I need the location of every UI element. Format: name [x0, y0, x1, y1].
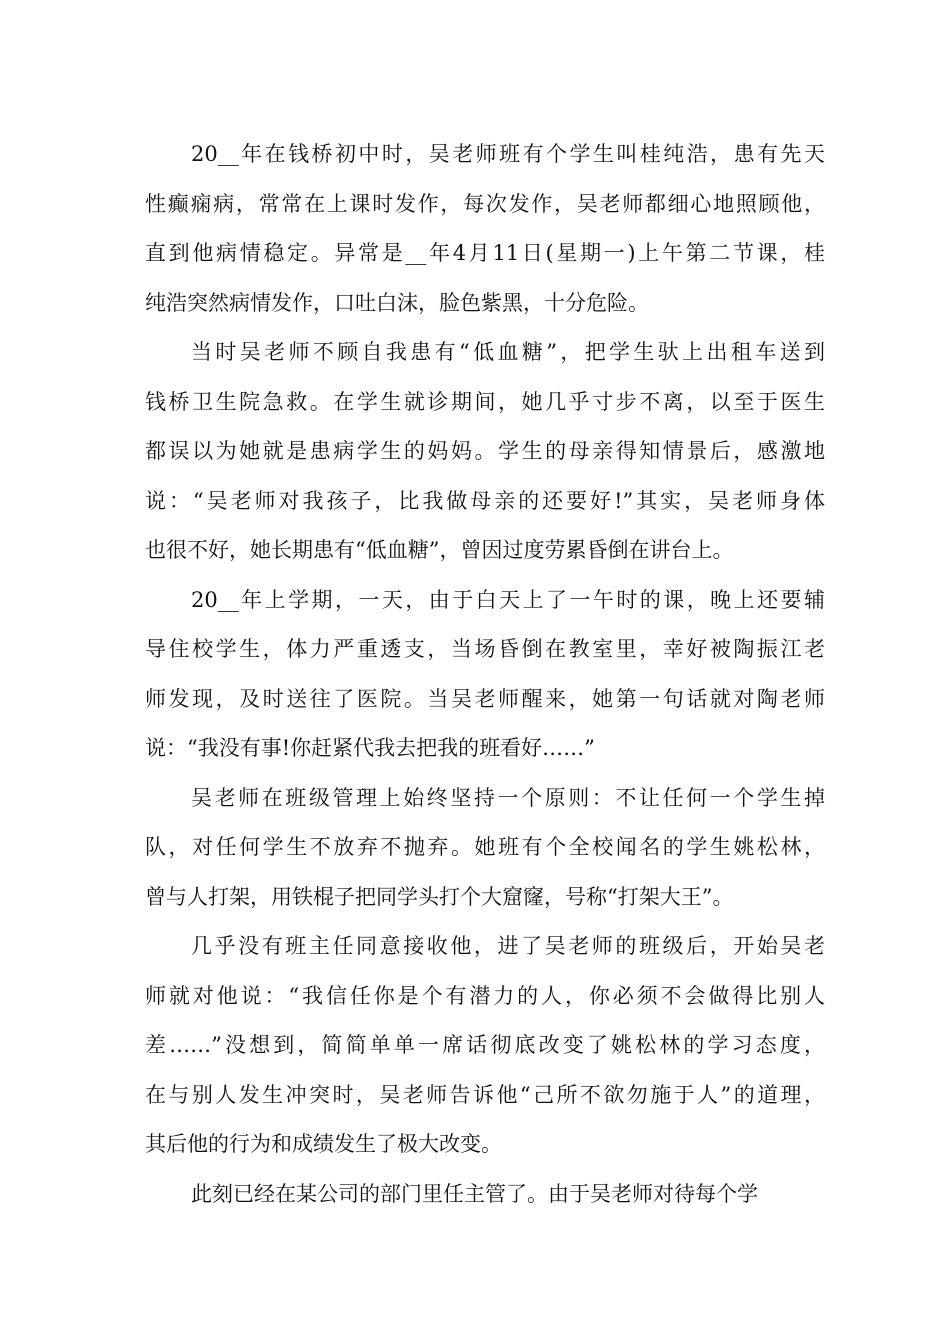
text-line: 师就对他说：“我信任你是个有潜力的人，你必须不会做得比别人	[145, 983, 825, 1008]
text-line: 其后他的行为和成绩发生了极大改变。	[145, 1132, 502, 1156]
paragraph-4	[145, 774, 825, 923]
text-line: 曾与人打架，用铁棍子把同学头打个大窟窿，号称“打架大王”。	[145, 884, 734, 909]
text-line: 说：“我没有事!你赶紧代我去把我的班看好……”	[145, 736, 595, 760]
paragraph-2	[145, 328, 825, 576]
text-line: 说：“吴老师对我孩子，比我做母亲的还要好!”其实，吴老师身体	[145, 488, 825, 513]
text-line: 当时吴老师不顾自我患有“低血糖”，把学生驮上出租车送到	[191, 340, 825, 364]
paragraph-3	[145, 576, 825, 774]
text-line: 性癫痫病，常常在上课时发作，每次发作，吴老师都细心地照顾他，	[145, 191, 825, 216]
paragraph-5	[145, 922, 825, 1170]
text-line: 在与别人发生冲突时，吴老师告诉他“己所不欲勿施于人”的道理，	[145, 1082, 825, 1107]
text-line: 都误以为她就是患病学生的妈妈。学生的母亲得知情景后，感激地	[145, 439, 825, 463]
text-line: 师发现，及时送往了医院。当吴老师醒来，她第一句话就对陶老师	[145, 686, 825, 711]
text-line: 此刻已经在某公司的部门里任主管了。由于吴老师对待每个学	[191, 1181, 758, 1206]
text-line: 导住校学生，体力严重透支，当场昏倒在教室里，幸好被陶振江老	[145, 637, 825, 661]
text-line: 直到他病情稳定。异常是__年4月11日(星期一)上午第二节课，桂	[145, 241, 825, 265]
paragraph-6	[145, 1170, 825, 1220]
paragraph-1	[145, 130, 825, 328]
text-line: 20__年在钱桥初中时，吴老师班有个学生叫桂纯浩，患有先天	[191, 142, 825, 166]
text-line: 纯浩突然病情发作，口吐白沫，脸色紫黑，十分危险。	[145, 290, 649, 315]
text-line: 20__年上学期，一天，由于白天上了一午时的课，晚上还要辅	[191, 587, 825, 612]
text-line: 几乎没有班主任同意接收他，进了吴老师的班级后，开始吴老	[191, 934, 825, 958]
text-line: 差……”没想到，简简单单一席话彻底改变了姚松林的学习态度，	[145, 1033, 825, 1057]
text-line: 也很不好，她长期患有“低血糖”，曾因过度劳累昏倒在讲台上。	[145, 538, 734, 562]
text-line: 队，对任何学生不放弃不抛弃。她班有个全校闻名的学生姚松林，	[145, 835, 825, 859]
text-line: 钱桥卫生院急救。在学生就诊期间，她几乎寸步不离，以至于医生	[145, 389, 825, 414]
text-line: 吴老师在班级管理上始终坚持一个原则：不让任何一个学生掉	[191, 785, 825, 810]
document-body	[145, 130, 825, 1219]
